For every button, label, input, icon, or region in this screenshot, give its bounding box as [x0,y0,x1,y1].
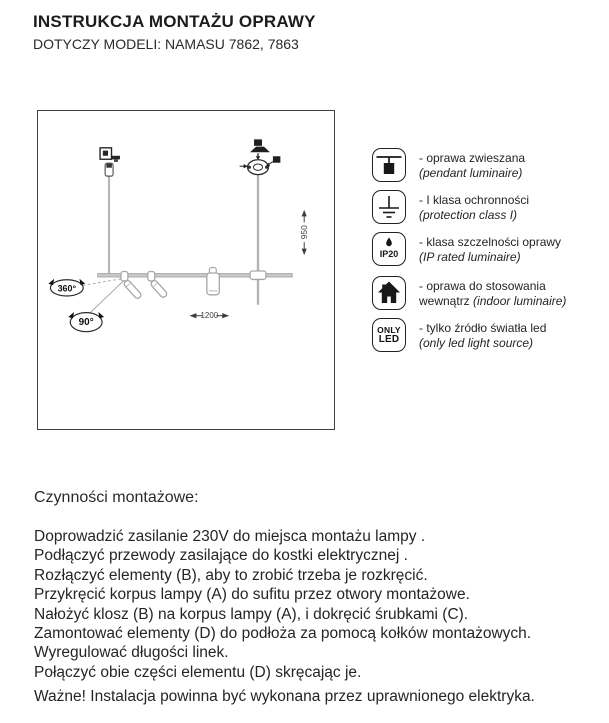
dimension-width-label: 1200 [200,311,219,321]
ceiling-mount-left [100,148,120,176]
instruction-step: Podłączyć przewody zasilające do kostki elektrycznej . [34,547,408,565]
legend-row-protection-class [372,190,529,224]
legend-row-indoor [372,276,566,310]
cylinder-shade [207,268,219,295]
ground-icon [372,190,406,224]
instruction-step: Przykręcić korpus lampy (A) do sufitu przez otwory montażowe. [34,586,470,604]
legend-label-en: (protection class I) [419,207,518,222]
legend-label-pl: - klasa szczelności oprawy [419,235,562,249]
instructions-heading: Czynności montażowe: [34,489,199,506]
lamp-diagram-frame [37,110,335,430]
svg-text:IP20: IP20 [379,249,399,259]
dimension-height [299,210,309,255]
legend-label-pl: - tylko źródło światła led [419,321,547,335]
pendant-luminaire-icon [372,148,406,182]
rotation-callout [48,278,123,296]
instruction-step: Wyregulować długości linek. [34,644,229,662]
rotation-angle-label: 360° [57,283,77,294]
dimension-width [189,311,229,320]
instruction-step: Doprowadzić zasilanie 230V do miejsca montażu lampy . [34,528,426,545]
house-icon [372,276,406,310]
only-led-icon [372,318,406,352]
tilt-angle-label: 90° [78,317,94,329]
legend-label-en: (IP rated luminaire) [419,249,521,264]
instructions-steps [34,527,531,682]
legend-label-en: (indoor luminaire) [473,293,567,308]
legend-label-pl: - oprawa do stosowania [419,279,546,293]
only-led-text-bottom: LED [378,334,400,345]
instruction-step: Zamontować elementy (D) do podłoża za pomocą kołków montażowych. [34,625,532,643]
page-subtitle: DOTYCZY MODELI: NAMASU 7862, 7863 [33,36,299,52]
lamp-diagram [38,111,334,429]
dimension-height-label: 950 [299,225,310,240]
bar-connector [250,271,266,279]
legend-label-en: (only led light source) [419,335,534,350]
legend-row-only-led [372,318,546,352]
legend-row-pendant [372,148,525,182]
ip20-icon [372,232,406,266]
only-led-text-top: ONLY [377,324,401,335]
instruction-step: Nałożyć klosz (B) na korpus lampy (A), i dokręcić śrubkami (C). [34,605,469,623]
header [33,12,316,52]
ceiling-mount-right [240,139,281,174]
instruction-step: Rozłączyć elementy (B), aby to zrobić trzeba je rozkręcić. [34,566,428,584]
warning-note: Ważne! Instalacja powinna być wykonana przez uprawnionego elektryka. [34,688,535,705]
instruction-step: Połączyć obie części elementu (D) skręcając je. [34,663,362,681]
legend-label-pl: - I klasa ochronności [419,193,530,207]
legend-row-ip-rating [372,232,561,266]
legend-label-en: (pendant luminaire) [419,165,523,180]
legend-label-pl2: wewnątrz (indoor luminaire) [419,293,567,308]
page-title: INSTRUKCJA MONTAŻU OPRAWY [33,12,316,31]
legend-label-pl: - oprawa zwieszana [419,151,526,165]
